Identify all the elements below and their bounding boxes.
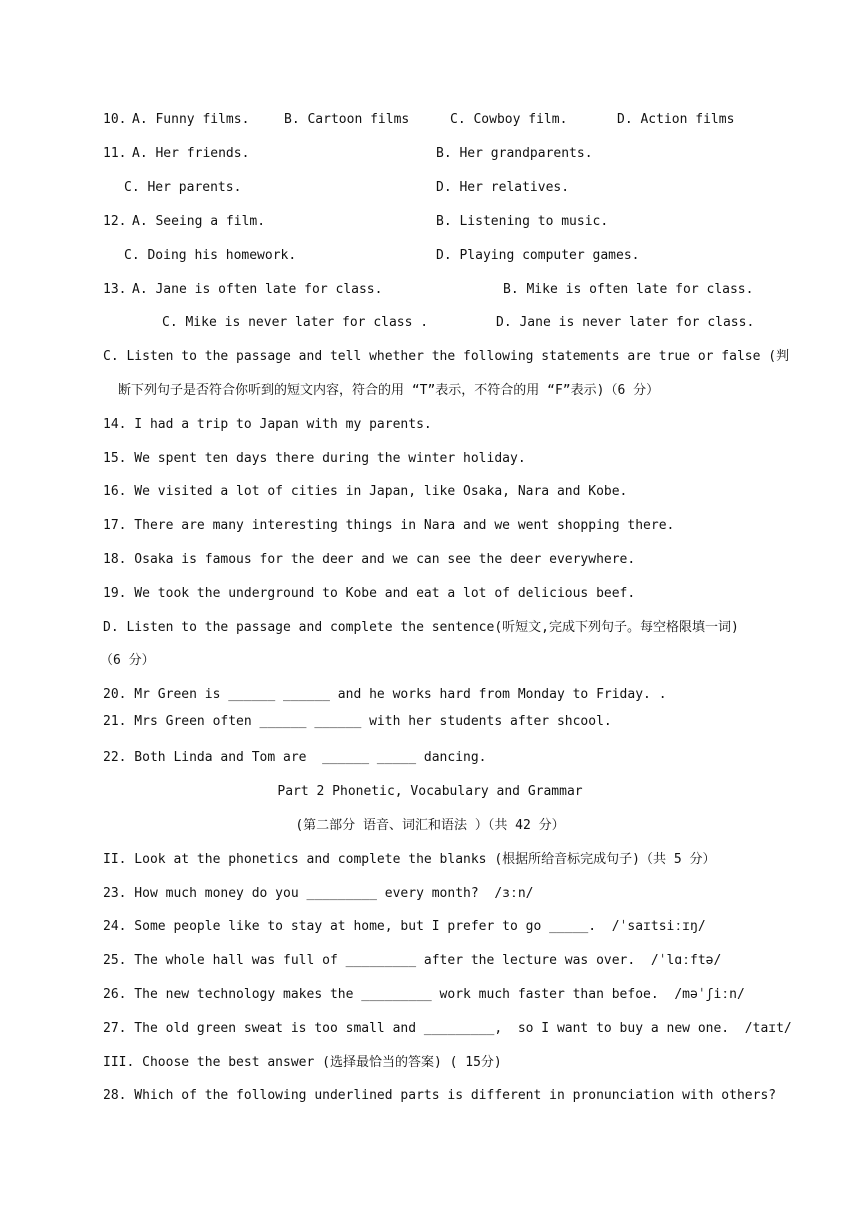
statement-18: 18. Osaka is famous for the deer and we can see the deer everywhere.: [103, 552, 636, 567]
q11-option-a: A. Her friends.: [132, 146, 250, 161]
phonetic-27: 27. The old green sweat is too small and _________, so I want to buy a new one. /taɪt/: [103, 1021, 792, 1036]
q13-option-c: C. Mike is never later for class .: [162, 315, 429, 330]
q13-option-a: A. Jane is often late for class.: [132, 282, 383, 297]
section-d-score: （6 分）: [100, 653, 155, 668]
part2-title: Part 2 Phonetic, Vocabulary and Grammar: [277, 784, 583, 799]
q10-option-c: C. Cowboy film.: [450, 112, 568, 127]
q12-number: 12.: [103, 214, 127, 229]
q12-option-a: A. Seeing a film.: [132, 214, 266, 229]
q10-option-a: A. Funny films.: [132, 112, 250, 127]
q13-number: 13.: [103, 282, 127, 297]
question-28: 28. Which of the following underlined parts is different in pronunciation with others?: [103, 1088, 777, 1103]
statement-19: 19. We took the underground to Kobe and eat a lot of delicious beef.: [103, 586, 636, 601]
q11-option-b: B. Her grandparents.: [436, 146, 593, 161]
part2-subtitle: (第二部分 语音、词汇和语法 ）（共 42 分）: [295, 818, 565, 833]
phonetic-26: 26. The new technology makes the _________ work much faster than befoe. /məˈʃiːn/: [103, 987, 745, 1002]
q10-option-b: B. Cartoon films: [284, 112, 410, 127]
q12-option-c: C. Doing his homework.: [124, 248, 297, 263]
q11-number: 11.: [103, 146, 127, 161]
fill-22: 22. Both Linda and Tom are ______ _____ dancing.: [103, 750, 487, 765]
statement-16: 16. We visited a lot of cities in Japan, like Osaka, Nara and Kobe.: [103, 484, 628, 499]
q13-option-b: B. Mike is often late for class.: [503, 282, 754, 297]
q11-option-d: D. Her relatives.: [436, 180, 570, 195]
statement-14: 14. I had a trip to Japan with my parents.: [103, 417, 432, 432]
fill-21: 21. Mrs Green often ______ ______ with her students after shcool.: [103, 714, 612, 729]
q13-option-d: D. Jane is never later for class.: [496, 315, 755, 330]
section-d-instruction: D. Listen to the passage and complete the sentence(听短文,完成下列句子。每空格限填一词): [103, 620, 739, 635]
statement-17: 17. There are many interesting things in Nara and we went shopping there.: [103, 518, 675, 533]
phonetic-23: 23. How much money do you _________ every month? /ɜːn/: [103, 886, 534, 901]
q11-option-c: C. Her parents.: [124, 180, 242, 195]
phonetic-24: 24. Some people like to stay at home, but I prefer to go _____. /ˈsaɪtsiːɪŋ/: [103, 919, 706, 934]
fill-20: 20. Mr Green is ______ ______ and he works hard from Monday to Friday. .: [103, 687, 667, 702]
phonetic-25: 25. The whole hall was full of _________ after the lecture was over. /ˈlɑːftə/: [103, 953, 722, 968]
section-c-instruction: C. Listen to the passage and tell whether the following statements are true or false (判: [103, 349, 790, 364]
section-c-instruction-cont: 断下列句子是否符合你听到的短文内容，符合的用 “T”表示，不符合的用 “F”表示)（6 分）: [118, 383, 660, 398]
section-iii-heading: III. Choose the best answer (选择最恰当的答案) ( 15分): [103, 1055, 502, 1070]
statement-15: 15. We spent ten days there during the winter holiday.: [103, 451, 526, 466]
section-ii-heading: II. Look at the phonetics and complete the blanks (根据所给音标完成句子)（共 5 分）: [103, 852, 716, 867]
q10-number: 10.: [103, 112, 127, 127]
q12-option-d: D. Playing computer games.: [436, 248, 640, 263]
q12-option-b: B. Listening to music.: [436, 214, 609, 229]
q10-option-d: D. Action films: [617, 112, 735, 127]
